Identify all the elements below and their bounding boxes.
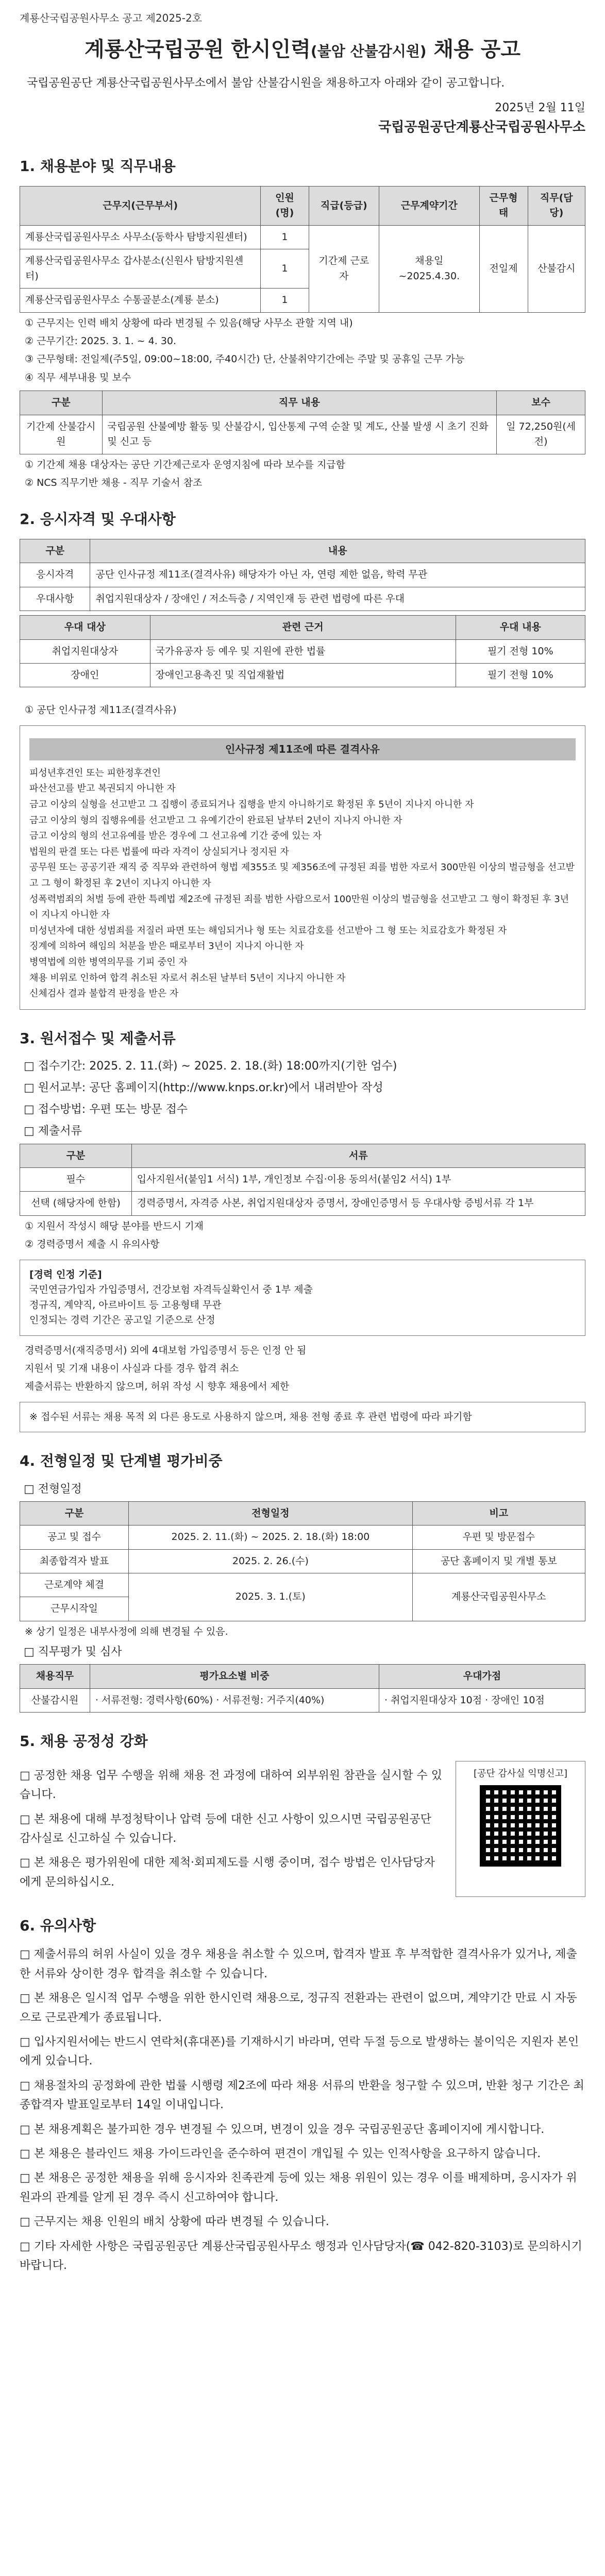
table-cell: 장애인고용촉진 및 직업재활법 — [150, 664, 456, 687]
list-item: 채용 비위로 인하여 합격 취소된 자로서 취소된 날부터 5년이 지나지 아니한 자 — [29, 972, 346, 984]
fairness-item: □ 본 채용에 대해 부정청탁이나 압력 등에 대한 신고 사항이 있으시면 국립공원공단 감사실로 신고하실 수 있습니다. — [20, 1812, 432, 1845]
list-item: 징계에 의하여 해임의 처분을 받은 때로부터 3년이 지나지 아니한 자 — [29, 941, 304, 952]
list-item: 미성년자에 대한 성범죄를 저질러 파면 또는 해임되거나 형 또는 치료감호를 선고받아 그 형 또는 치료감호가 확정된 자 — [29, 925, 507, 936]
table-cell: 국가유공자 등 예우 및 지원에 관한 법률 — [150, 639, 456, 663]
table-row — [20, 1549, 585, 1573]
table-cell: 공단 인사규정 제11조(결격사유) 해당자가 아닌 자, 연령 제한 없음, 학력 무관 — [90, 563, 585, 587]
table-cell: 산불감시원 — [20, 1688, 90, 1712]
preference-table — [20, 615, 585, 687]
table-header: 근무지(근무부서) — [20, 186, 261, 225]
disqualification-list — [29, 766, 576, 1002]
table-cell: · 서류전형: 경력사항(60%) · 서류전형: 거주지(40%) — [90, 1688, 379, 1712]
apply-docs: □ 제출서류 — [24, 1125, 82, 1138]
apply-method: □ 접수방법: 우편 또는 방문 접수 — [24, 1103, 188, 1116]
qualification-table — [20, 539, 585, 611]
career-box-title: [경력 인정 기준] — [29, 1268, 102, 1280]
section-title-3: 3. 원서접수 및 제출서류 — [20, 1029, 176, 1047]
table-cell: 취업지원대상자 / 장애인 / 저소득층 / 지역인재 등 관련 법령에 따른 우대 — [90, 587, 585, 611]
recruitment-table — [20, 186, 585, 313]
fairness-item: □ 공정한 채용 업무 수행을 위해 채용 전 과정에 대하여 외부위원 참관을 실시할 수 있습니다. — [20, 1769, 443, 1802]
table-row — [20, 1192, 585, 1215]
table-row — [20, 225, 585, 249]
schedule-label: □ 전형일정 — [24, 1482, 82, 1496]
table-header: 서류 — [131, 1144, 585, 1167]
caution-item: □ 본 채용은 블라인드 채용 가이드라인을 준수하여 편견이 개입될 수 있는 인적사항을 요구하지 않습니다. — [20, 2147, 541, 2160]
table-header: 보수 — [497, 391, 585, 415]
section-title-5: 5. 채용 공정성 강화 — [20, 1733, 148, 1750]
table-cell: 산불감시 — [528, 225, 585, 312]
table-cell: 계룡산국립공원사무소 수통골분소(계룡 분소) — [20, 289, 261, 312]
table-header: 우대 내용 — [456, 616, 585, 639]
table-cell: 국립공원 산불예방 활동 및 산불감시, 입산통제 구역 순찰 및 계도, 산불 발생 시 초기 진화 및 신고 등 — [102, 415, 497, 454]
fairness-block — [20, 1761, 585, 1897]
table-row — [20, 1526, 585, 1549]
table-cell: · 취업지원대상자 10점 · 장애인 10점 — [379, 1688, 585, 1712]
table-cell: 필기 전형 10% — [456, 664, 585, 687]
list-item: 국민연금가입자 가입증명서, 건강보험 자격득실확인서 중 1부 제출 — [29, 1284, 313, 1296]
title-sub: (불암 산불감시원) — [310, 43, 427, 60]
table-header: 구분 — [20, 1144, 132, 1167]
section-title-2: 2. 응시자격 및 우대사항 — [20, 511, 176, 528]
table-cell: 2025. 2. 11.(화) ~ 2025. 2. 18.(화) 18:00 — [129, 1526, 413, 1549]
note: ② 근무기간: 2025. 3. 1. ~ 4. 30. — [25, 335, 177, 347]
table-header: 우대 대상 — [20, 616, 150, 639]
table-row — [20, 1573, 585, 1597]
notice-date: 2025년 2월 11일 — [495, 101, 585, 115]
note: ② 경력증명서 제출 시 유의사항 — [25, 1239, 160, 1250]
list-item: 성폭력범죄의 처벌 등에 관한 특례법 제2조에 규정된 죄를 범한 사람으로서 100만원 이상의 벌금형을 선고받고 그 형이 확정된 후 3년이 지나지 아니한 자 — [29, 893, 569, 921]
disqualification-box — [20, 725, 585, 1010]
table-header: 근무계약기간 — [379, 186, 479, 225]
table-cell: 2025. 2. 26.(수) — [129, 1549, 413, 1573]
table-cell: 1 — [261, 225, 309, 249]
table-cell: 취업지원대상자 — [20, 639, 150, 663]
note: 지원서 및 기재 내용이 사실과 다를 경우 합격 취소 — [25, 1362, 239, 1374]
table-header: 우대가점 — [379, 1665, 585, 1688]
caution-item: □ 기타 자세한 사항은 국립공원공단 계룡산국립공원사무소 행정과 인사담당자(☎ 042-820-3103)로 문의하시기 바랍니다. — [20, 2240, 582, 2272]
list-item: 금고 이상의 형의 선고유예를 받은 경우에 그 선고유예 기간 중에 있는 자 — [29, 831, 322, 842]
table-cell: 근로계약 체결 — [20, 1573, 129, 1597]
table-cell: 최종합격자 발표 — [20, 1549, 129, 1573]
note: ② NCS 직무기반 채용 - 직무 기술서 참조 — [25, 477, 203, 488]
table-cell: 근무시작일 — [20, 1597, 129, 1621]
note: ① 기간제 채용 대상자는 공단 기간제근로자 운영지침에 따라 보수를 지급함 — [25, 459, 346, 470]
table-cell: 경력증명서, 자격증 사본, 취업지원대상자 증명서, 장애인증명서 등 우대사항 증빙서류 각 1부 — [131, 1192, 585, 1215]
privacy-box: ※ 접수된 서류는 채용 목적 외 다른 용도로 사용하지 않으며, 채용 전형 종료 후 관련 법령에 따라 파기함 — [20, 1402, 585, 1432]
table-header: 채용직무 — [20, 1665, 90, 1688]
note: ※ 상기 일정은 내부사정에 의해 변경될 수 있음. — [25, 1625, 228, 1637]
table-row — [20, 1688, 585, 1712]
evaluation-table — [20, 1664, 585, 1713]
table-cell: 계룡산국립공원사무소 갑사분소(신원사 탐방지원센터) — [20, 249, 261, 289]
list-item: 법원의 판결 또는 다른 법률에 따라 자격이 상실되거나 정지된 자 — [29, 846, 289, 857]
list-item: 금고 이상의 형의 집행유예를 선고받고 그 유예기간이 완료된 날부터 2년이 지나지 아니한 자 — [29, 815, 402, 826]
table-header: 직급(등급) — [309, 186, 379, 225]
qr-label: [공단 감사실 익명신고] — [474, 1768, 567, 1779]
fairness-item: □ 본 채용은 평가위원에 대한 제척·회피제도를 시행 중이며, 접수 방법은 인사담당자에게 문의하십시오. — [20, 1856, 435, 1889]
table-cell: 필수 — [20, 1168, 132, 1192]
list-item: 신체검사 결과 불합격 판정을 받은 자 — [29, 988, 179, 999]
table-header: 직무 내용 — [102, 391, 497, 415]
section-title-4: 4. 전형일정 및 단계별 평가비중 — [20, 1452, 223, 1470]
qr-code-icon[interactable] — [480, 1785, 561, 1867]
list-item: 금고 이상의 실형을 선고받고 그 집행이 종료되거나 집행을 받지 아니하기로 확정된 후 5년이 지나지 아니한 자 — [29, 799, 474, 810]
note: ④ 직무 세부내용 및 보수 — [25, 371, 131, 383]
caution-item: □ 본 채용은 공정한 채용을 위해 응시자와 친족관계 등에 있는 채용 위원이 있는 경우 이를 배제하며, 응시자가 위원과의 관계를 알게 된 경우 즉시 신고하여야 합니다. — [20, 2172, 577, 2204]
table-cell: 장애인 — [20, 664, 150, 687]
table-row — [20, 664, 585, 687]
notice-number: 계룡산국립공원사무소 공고 제2025-2호 — [20, 12, 203, 24]
page-title — [20, 33, 585, 65]
caution-item: □ 채용절차의 공정화에 관한 법률 시행령 제2조에 따라 채용 서류의 반환을 청구할 수 있으며, 반환 청구 기간은 최종합격자 발표일로부터 14일 이내입니다. — [20, 2079, 584, 2112]
schedule-table — [20, 1501, 585, 1621]
table-header: 직무(담당) — [528, 186, 585, 225]
intro-text: 국립공원공단 계룡산국립공원사무소에서 불암 산불감시원을 채용하고자 아래와 같이 공고합니다. — [27, 77, 505, 90]
organization-name: 국립공원공단계룡산국립공원사무소 — [378, 120, 585, 135]
caution-item: □ 본 채용은 일시적 업무 수행을 위한 한시인력 채용으로, 정규직 전환과는 관련이 없으며, 계약기간 만료 시 자동으로 근로관계가 종료됩니다. — [20, 1992, 577, 2024]
table-header: 구분 — [20, 539, 90, 563]
table-cell: 기간제 산불감시원 — [20, 415, 103, 454]
table-cell: 전일제 — [479, 225, 528, 312]
list-item: 공무원 또는 공공기관 재직 중 직무와 관련하여 형법 제355조 및 제356조에 규정된 죄를 범한 자로서 300만원 이상의 벌금형을 선고받고 그 형이 확정된 후 2년이 지나지 아니한 자 — [29, 862, 575, 889]
table-cell: 응시자격 — [20, 563, 90, 587]
section-title-6: 6. 유의사항 — [20, 1917, 96, 1935]
documents-table — [20, 1144, 585, 1216]
table-cell: 필기 전형 10% — [456, 639, 585, 663]
table-cell: 공단 홈페이지 및 개별 통보 — [412, 1549, 585, 1573]
note: ③ 근무형태: 전일제(주5일, 09:00~18:00, 주40시간) 단, 산불취약기간에는 주말 및 공휴일 근무 가능 — [25, 353, 465, 365]
table-cell: 우편 및 방문접수 — [412, 1526, 585, 1549]
note: 제출서류는 반환하지 않으며, 허위 작성 시 향후 채용에서 제한 — [25, 1381, 290, 1393]
list-item: 정규직, 계약직, 아르바이트 등 고용형태 무관 — [29, 1299, 222, 1311]
table-header: 비고 — [412, 1501, 585, 1525]
caution-item: □ 제출서류의 허위 사실이 있을 경우 채용을 취소할 수 있으며, 합격자 발표 후 부적합한 결격사유가 있거나, 제출한 서류와 상이한 경우 합격을 취소할 수 있습니다. — [20, 1948, 577, 1980]
list-item: 인정되는 경력 기간은 공고일 기준으로 산정 — [29, 1314, 215, 1326]
table-cell: 공고 및 접수 — [20, 1526, 129, 1549]
table-header: 구분 — [20, 391, 103, 415]
table-row — [20, 587, 585, 611]
table-cell: 1 — [261, 249, 309, 289]
caution-item: □ 본 채용계획은 불가피한 경우 변경될 수 있으며, 변경이 있을 경우 국립공원공단 홈페이지에 게시합니다. — [20, 2123, 545, 2136]
duty-table — [20, 391, 585, 454]
table-cell: 계룡산국립공원사무소 — [412, 1573, 585, 1621]
table-cell: 1 — [261, 289, 309, 312]
table-cell: 계룡산국립공원사무소 사무소(동학사 탐방지원센터) — [20, 225, 261, 249]
table-header: 구분 — [20, 1501, 129, 1525]
table-header: 관련 근거 — [150, 616, 456, 639]
table-cell: 우대사항 — [20, 587, 90, 611]
caution-item: □ 입사지원서에는 반드시 연락처(휴대폰)를 기재하시기 바라며, 연락 두절 등으로 발생하는 불이익은 지원자 본인에게 있습니다. — [20, 2036, 579, 2068]
note: ① 공단 인사규정 제11조(결격사유) — [25, 704, 177, 716]
apply-form: □ 원서교부: 공단 홈페이지(http://www.knps.or.kr)에서 내려받아 작성 — [24, 1081, 383, 1095]
table-header: 내용 — [90, 539, 585, 563]
table-header: 근무형태 — [479, 186, 528, 225]
table-header: 인원(명) — [261, 186, 309, 225]
list-item: 피성년후견인 또는 피한정후견인 — [29, 767, 161, 778]
table-row — [20, 639, 585, 663]
table-row — [20, 563, 585, 587]
note: 경력증명서(재직증명서) 외에 4대보험 가입증명서 등은 인정 안 됨 — [25, 1344, 307, 1356]
section-title-1: 1. 채용분야 및 직무내용 — [20, 158, 176, 175]
table-cell: 2025. 3. 1.(토) — [129, 1573, 413, 1621]
note: ① 지원서 작성시 해당 분야를 반드시 기재 — [25, 1220, 204, 1232]
table-cell: 기간제 근로자 — [309, 225, 379, 312]
table-cell: 채용일~2025.4.30. — [379, 225, 479, 312]
table-row — [20, 1168, 585, 1192]
table-header: 평가요소별 비중 — [90, 1665, 379, 1688]
qr-box — [456, 1761, 585, 1897]
eval-label: □ 직무평가 및 심사 — [24, 1646, 122, 1659]
note: ① 근무지는 인력 배치 상황에 따라 변경될 수 있음(해당 사무소 관할 지역 내) — [25, 317, 353, 329]
table-cell: 선택 (해당자에 한함) — [20, 1192, 132, 1215]
caution-item: □ 근무지는 채용 인원의 배치 상황에 따라 변경될 수 있습니다. — [20, 2215, 329, 2229]
list-item: 병역법에 의한 병역의무를 기피 중인 자 — [29, 957, 188, 968]
disqualification-title: 인사규정 제11조에 따른 결격사유 — [29, 738, 576, 760]
title-tail: 채용 공고 — [426, 38, 521, 61]
table-header: 전형일정 — [129, 1501, 413, 1525]
table-cell: 일 72,250원(세전) — [497, 415, 585, 454]
list-item: 파산선고를 받고 복권되지 아니한 자 — [29, 783, 176, 794]
career-box — [20, 1260, 585, 1336]
title-main: 계룡산국립공원 한시인력 — [84, 38, 311, 61]
apply-period: □ 접수기간: 2025. 2. 11.(화) ~ 2025. 2. 18.(화) 18:00까지(기한 엄수) — [24, 1060, 397, 1073]
table-cell: 입사지원서(붙임1 서식) 1부, 개인정보 수집·이용 동의서(붙임2 서식) 1부 — [131, 1168, 585, 1192]
table-row — [20, 415, 585, 454]
